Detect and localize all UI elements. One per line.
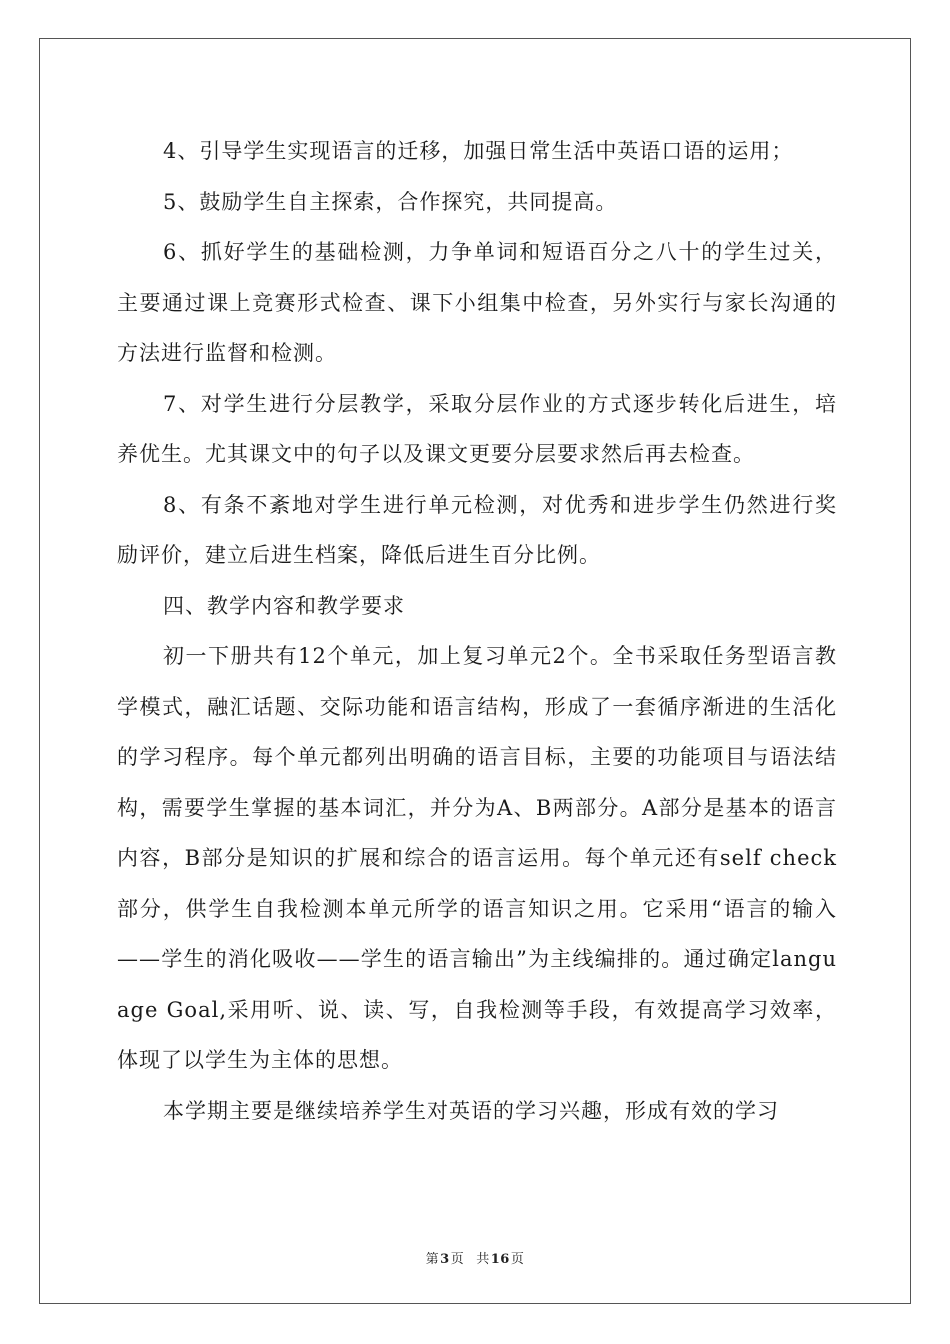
page-suffix: 页 (450, 1252, 465, 1267)
page-prefix: 第 (425, 1252, 440, 1267)
page-footer (0, 1248, 950, 1267)
page-number: 3 (440, 1252, 450, 1267)
paragraph-item-7: 7、对学生进行分层教学，采取分层作业的方式逐步转化后进生，培养优生。尤其课文中的句子以及课文更要分层要求然后再去检查。 (117, 391, 837, 466)
section-heading: 四、教学内容和教学要求 (163, 593, 405, 618)
page-total: 16 (490, 1252, 510, 1267)
paragraph-item-8: 8、有条不紊地对学生进行单元检测，对优秀和进步学生仍然进行奖励评价，建立后进生档案，降低后进生百分比例。 (117, 492, 837, 567)
paragraph-content-overview: 初一下册共有12个单元，加上复习单元2个。全书采取任务型语言教学模式，融汇话题、交际功能和语言结构，形成了一套循序渐进的生活化的学习程序。每个单元都列出明确的语言目标，主要的功能项目与语法结构，需要学生掌握的基本词汇，并分为A、B两部分。A部分是基本的语言内容，B部分是知识的扩展和综合的语言运用。每个单元还有self check部分，供学生自我检测本单元所学的语言知识之用。它采用“语言的输入——学生的消化吸收——学生的语言输出”为主线编排的。通过确定language Goal,采用听、说、读、写，自我检测等手段，有效提高学习效率，体现了以学生为主体的思想。 (117, 644, 837, 1072)
paragraph-item-4: 4、引导学生实现语言的迁移，加强日常生活中英语口语的运用； (163, 139, 794, 163)
total-prefix: 共 (476, 1252, 490, 1267)
paragraph-item-6: 6、抓好学生的基础检测，力争单词和短语百分之八十的学生过关，主要通过课上竞赛形式检查、课下小组集中检查，另外实行与家长沟通的方法进行监督和检测。 (117, 240, 837, 365)
document-body (117, 126, 837, 1136)
paragraph-item-5: 5、鼓励学生自主探索，合作探究，共同提高。 (163, 189, 618, 214)
total-suffix: 页 (510, 1252, 525, 1267)
paragraph-semester-goal: 本学期主要是继续培养学生对英语的学习兴趣，形成有效的学习 (163, 1098, 779, 1123)
